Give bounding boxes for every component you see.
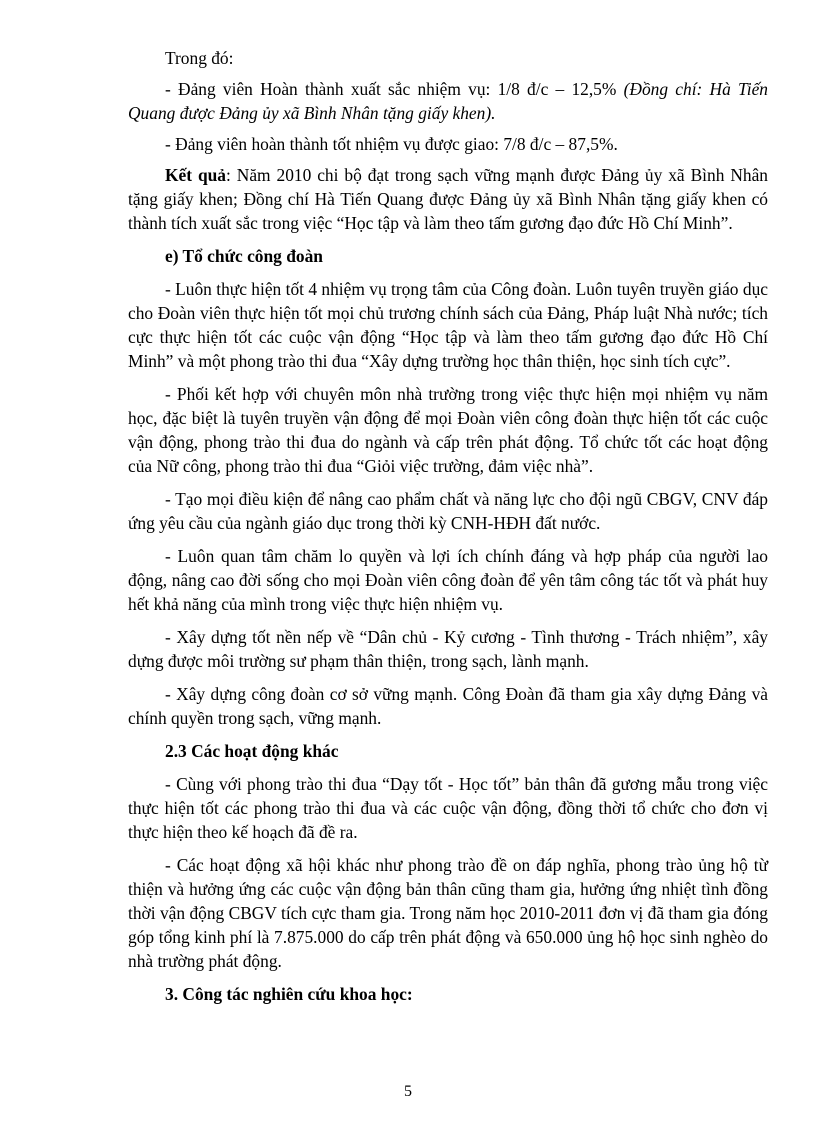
section-2-3-item: - Các hoạt động xã hội khác như phong trào đề on đáp nghĩa, phong trào ủng hộ từ thiện và hưởng ứng các cuộc vận động bản thân cũng tham gia, hưởng ứng nhiệt tình đồng thời vận động CBGV tích cực tham gia. Trong năm học 2010-2011 đơn vị đã tham gia đóng góp tổng kinh phí là 7.875.000 do cấp trên phát động và 650.000 ủng hộ học sinh nghèo do nhà trường phát động. [128,855,768,971]
list-item-good: - Đảng viên hoàn thành tốt nhiệm vụ được giao: 7/8 đ/c – 87,5%. [165,134,618,154]
list-item-excellent-note: (Đồng chí: Hà Tiến Quang được Đảng ủy xã Bình Nhân tặng giấy khen). [128,79,768,123]
section-e-item: - Xây dựng công đoàn cơ sở vững mạnh. Công Đoàn đã tham gia xây dựng Đảng và chính quyền trong sạch, vững mạnh. [128,684,768,728]
page-number: 5 [404,1083,412,1100]
result-label: Kết quả [165,165,227,185]
section-e-item: - Phối kết hợp với chuyên môn nhà trường trong việc thực hiện mọi nhiệm vụ năm học, đặc biệt là tuyên truyền vận động để mọi Đoàn viên công đoàn thực hiện tốt các cuộc vận động, phong trào thi đua do ngành và cấp trên phát động. Tổ chức tốt các hoạt động của Nữ công, phong trào thi đua “Giỏi việc trường, đảm việc nhà”. [128,384,768,476]
section-e-item: - Xây dựng tốt nền nếp về “Dân chủ - Kỷ cương - Tình thương - Trách nhiệm”, xây dựng được môi trường sư phạm thân thiện, trong sạch, lành mạnh. [128,627,768,671]
section-e-heading: e) Tổ chức công đoàn [165,246,323,266]
intro-line: Trong đó: [165,48,234,68]
section-3-heading: 3. Công tác nghiên cứu khoa học: [165,984,413,1004]
section-e-item: - Luôn thực hiện tốt 4 nhiệm vụ trọng tâm của Công đoàn. Luôn tuyên truyền giáo dục cho Đoàn viên thực hiện tốt mọi chủ trương chính sách của Đảng, Pháp luật Nhà nước; tích cực thực hiện tốt các cuộc vận động “Học tập và làm theo tấm gương đạo đức Hồ Chí Minh” và một phong trào thi đua “Xây dựng trường học thân thiện, học sinh tích cực”. [128,279,768,371]
section-2-3-item: - Cùng với phong trào thi đua “Dạy tốt - Học tốt” bản thân đã gương mẫu trong việc thực hiện tốt các phong trào thi đua và các cuộc vận động, đồng thời tổ chức cho đơn vị thực hiện theo kế hoạch đã đề ra. [128,774,768,842]
document-body [128,46,768,1015]
section-e-item: - Tạo mọi điều kiện để nâng cao phẩm chất và năng lực cho đội ngũ CBGV, CNV đáp ứng yêu cầu của ngành giáo dục trong thời kỳ CNH-HĐH đất nước. [128,489,768,533]
list-item-excellent [128,77,768,125]
list-item-excellent-text: - Đảng viên Hoàn thành xuất sắc nhiệm vụ: 1/8 đ/c – 12,5% [165,79,617,99]
result-paragraph [128,163,768,235]
result-text: : Năm 2010 chi bộ đạt trong sạch vững mạnh được Đảng ủy xã Bình Nhân tặng giấy khen; Đồng chí Hà Tiến Quang được Đảng ủy xã Bình Nhân tặng giấy khen có thành tích xuất sắc trong việc “Học tập và làm theo tấm gương đạo đức Hồ Chí Minh”. [128,165,768,233]
section-e-item: - Luôn quan tâm chăm lo quyền và lợi ích chính đáng và hợp pháp của người lao động, nâng cao đời sống cho mọi Đoàn viên công đoàn để yên tâm công tác tốt và phát huy hết khả năng của mình trong việc thực hiện nhiệm vụ. [128,546,768,614]
section-2-3-heading: 2.3 Các hoạt động khác [165,741,339,761]
